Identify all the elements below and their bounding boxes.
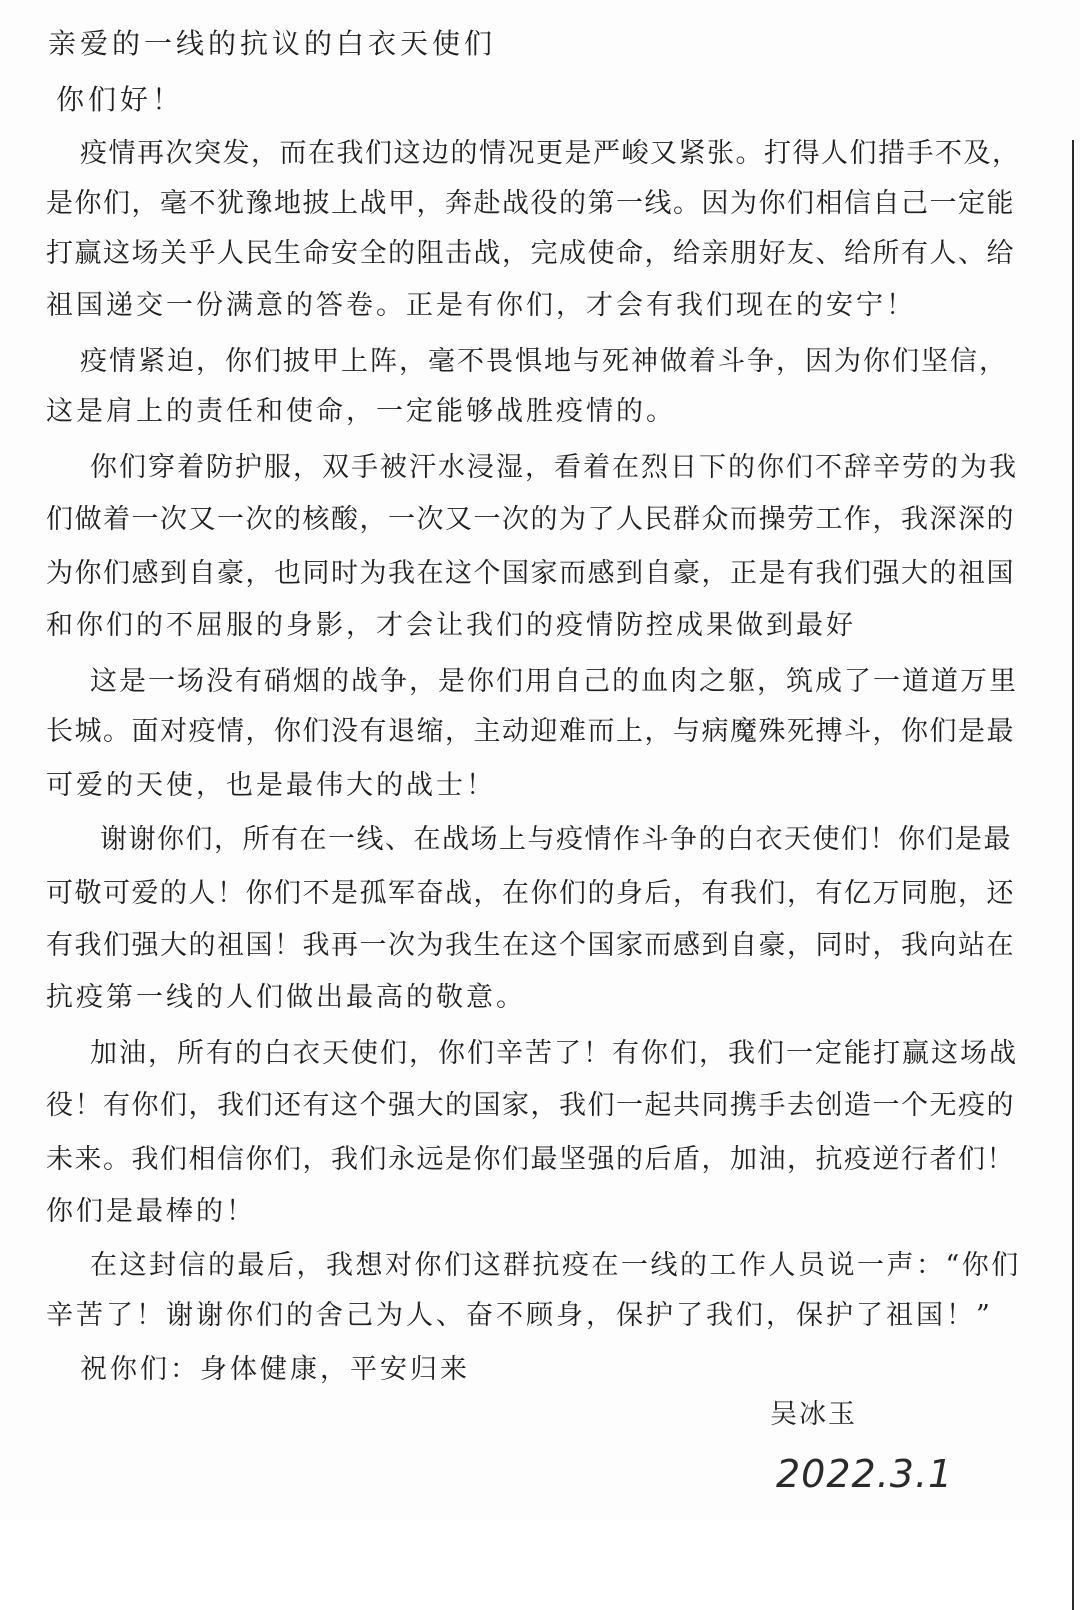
- letter-line: 长城。面对疫情，你们没有退缩，主动迎难而上，与病魔殊死搏斗，你们是最: [46, 716, 1015, 747]
- letter-line: 们做着一次又一次的核酸，一次又一次的为了人民群众而操劳工作，我深深的: [46, 504, 1015, 535]
- letter-line: 谢谢你们，所有在一线、在战场上与疫情作斗争的白衣天使们！你们是最: [100, 824, 1012, 855]
- letter-line: 是你们，毫不犹豫地披上战甲，奔赴战役的第一线。因为你们相信自己一定能: [46, 188, 1015, 219]
- letter-line: 祖国递交一份满意的答卷。正是有你们，才会有我们现在的安宁！: [46, 290, 916, 321]
- letter-greeting: 你们好！: [56, 83, 185, 116]
- letter-line: 可敬可爱的人！你们不是孤军奋战，在你们的身后，有我们，有亿万同胞，还: [46, 878, 1015, 909]
- letter-date: 2022.3.1: [776, 1452, 954, 1496]
- letter-line: 这是肩上的责任和使命，一定能够战胜疫情的。: [46, 396, 676, 427]
- letter-line: 在这封信的最后，我想对你们这群抗疫在一线的工作人员说一声：“你们: [90, 1250, 1021, 1281]
- letter-line: 辛苦了！谢谢你们的舍己为人、奋不顾身，保护了我们，保护了祖国！”: [46, 1300, 993, 1331]
- letter-line: 疫情紧迫，你们披甲上阵，毫不畏惧地与死神做着斗争，因为你们坚信，: [80, 346, 1008, 377]
- letter-line: 和你们的不屈服的身影，才会让我们的疫情防控成果做到最好: [46, 610, 856, 641]
- letter-signature: 吴冰玉: [770, 1399, 857, 1430]
- letter-salutation: 亲爱的一线的抗议的白衣天使们: [48, 27, 497, 60]
- letter-line: 抗疫第一线的人们做出最高的敬意。: [46, 982, 526, 1013]
- letter-line: 祝你们：身体健康，平安归来: [80, 1354, 470, 1385]
- letter-line: 你们是最棒的！: [46, 1196, 256, 1227]
- letter-line: 你们穿着防护服，双手被汗水浸湿，看着在烈日下的你们不辞辛劳的为我: [90, 452, 1018, 483]
- letter-line: 为你们感到自豪，也同时为我在这个国家而感到自豪，正是有我们强大的祖国: [46, 558, 1015, 589]
- letter-line: 有我们强大的祖国！我再一次为我生在这个国家而感到自豪，同时，我向站在: [46, 930, 1015, 961]
- letter-line: 可爱的天使，也是最伟大的战士！: [46, 770, 496, 801]
- letter-line: 疫情再次突发，而在我们这边的情况更是严峻又紧张。打得人们措手不及，: [80, 138, 1021, 169]
- page-edge-line: [1072, 140, 1074, 1610]
- letter-line: 打赢这场关乎人民生命安全的阻击战，完成使命，给亲朋好友、给所有人、给: [46, 238, 1015, 269]
- letter-line: 这是一场没有硝烟的战争，是你们用自己的血肉之躯，筑成了一道道万里: [90, 666, 1018, 697]
- letter-line: 加油，所有的白衣天使们，你们辛苦了！有你们，我们一定能打赢这场战: [90, 1038, 1018, 1069]
- letter-line: 役！有你们，我们还有这个强大的国家，我们一起共同携手去创造一个无疫的: [46, 1090, 1015, 1121]
- letter-line: 未来。我们相信你们，我们永远是你们最坚强的后盾，加油，抗疫逆行者们！: [46, 1144, 1015, 1175]
